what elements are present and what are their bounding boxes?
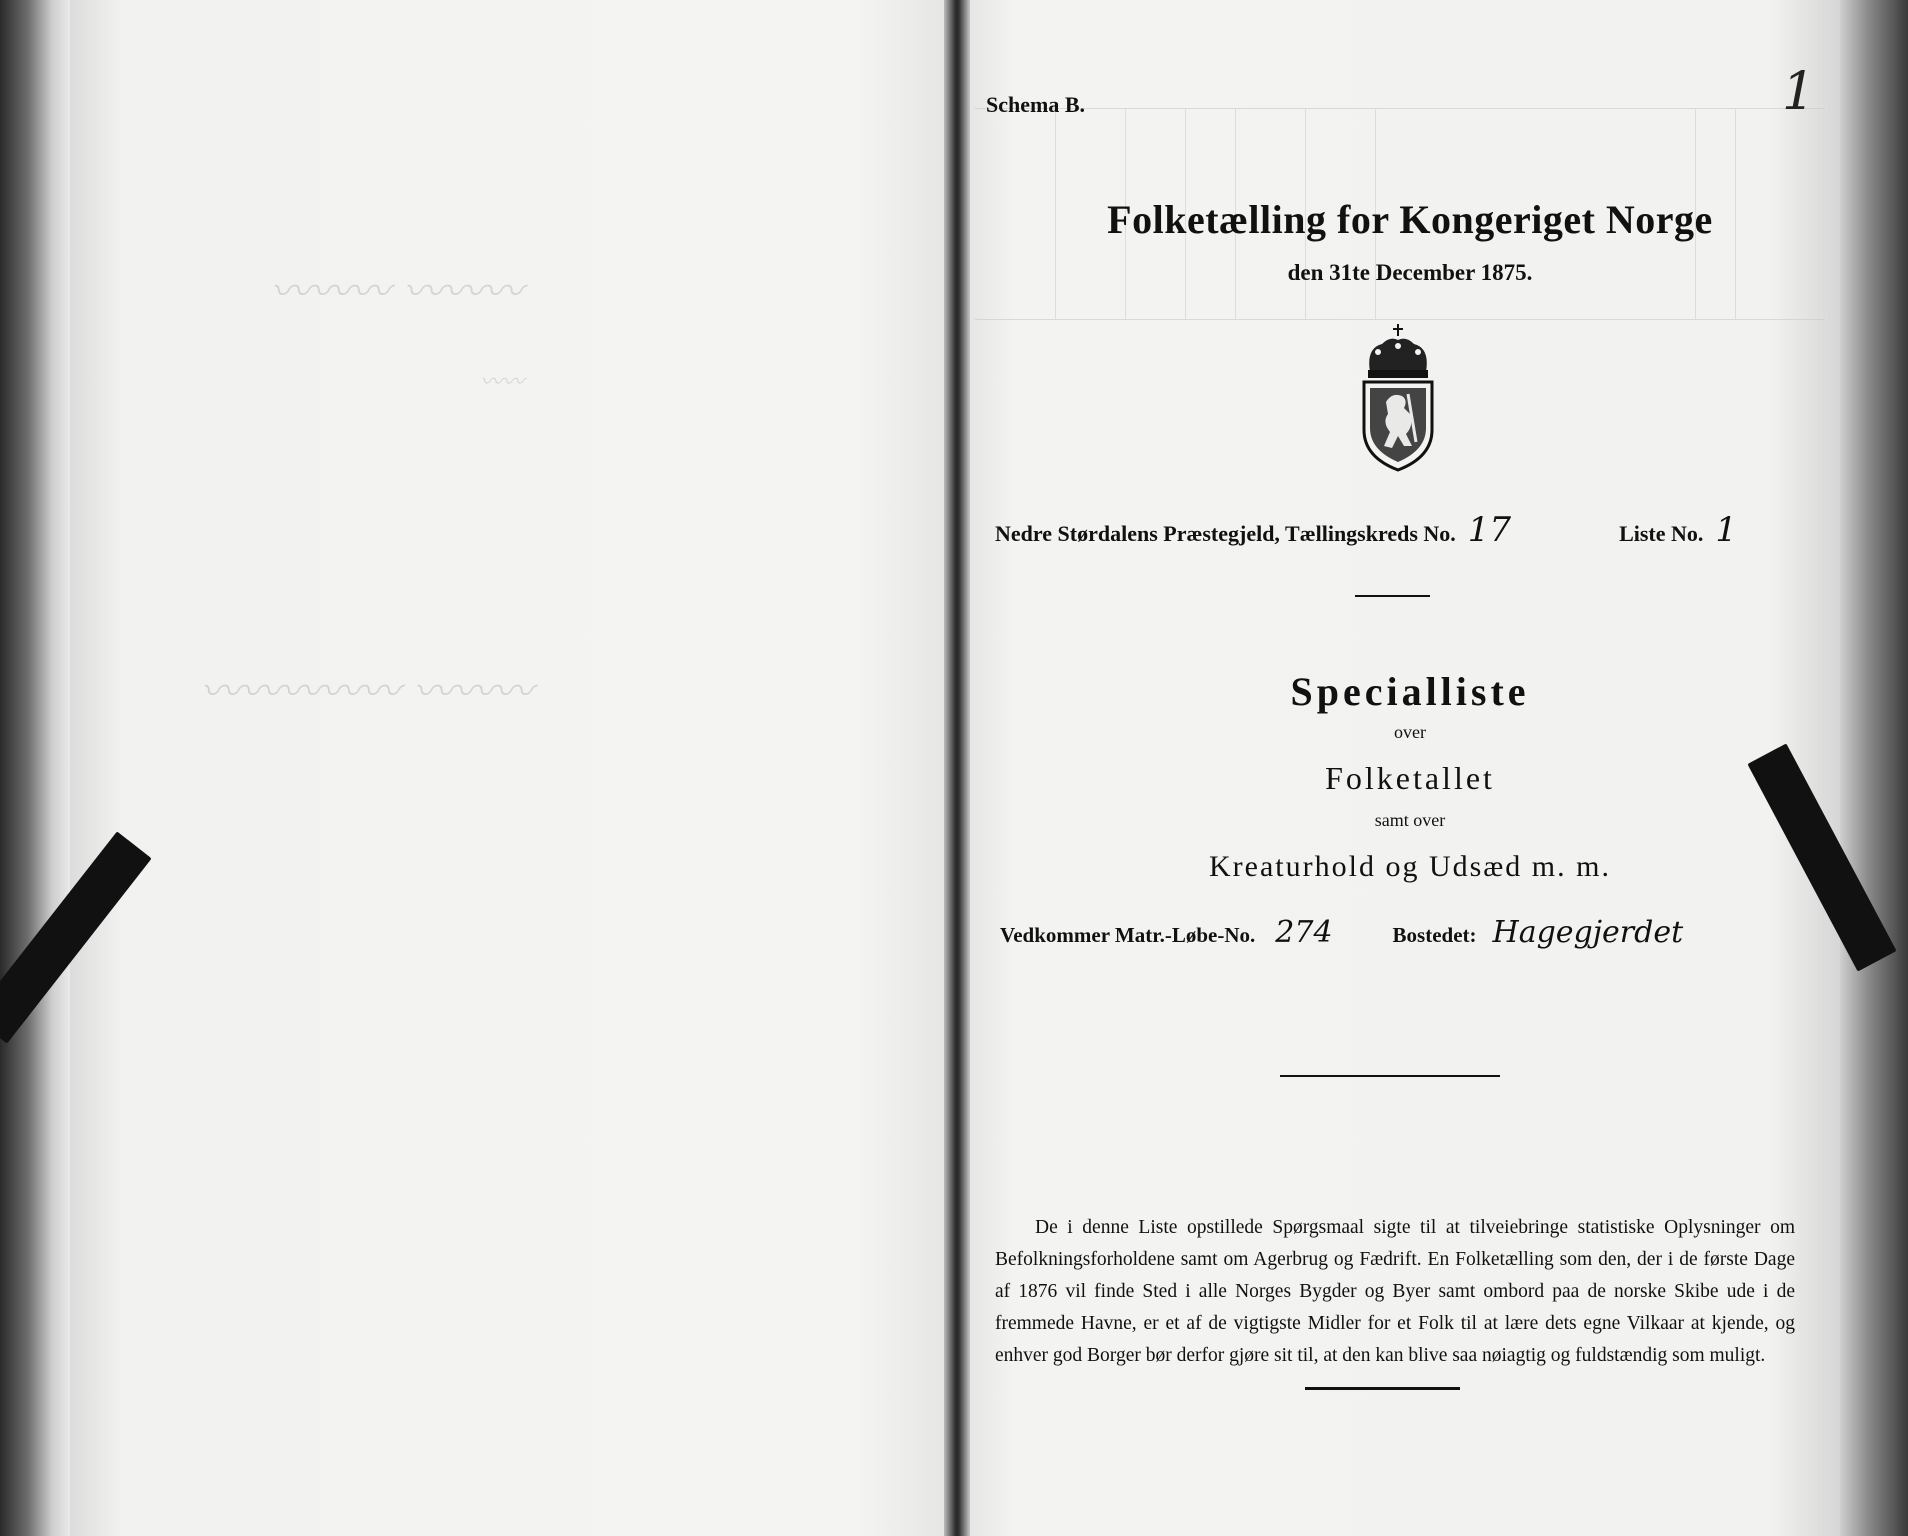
- page-number: 1: [1782, 62, 1816, 122]
- kreds-value: 17: [1467, 510, 1512, 550]
- parish-label: Nedre Størdalens Præstegjeld,: [995, 521, 1280, 546]
- district-line: [995, 510, 1815, 550]
- norway-coat-of-arms-icon: [1352, 322, 1444, 472]
- document-title: Folketælling for Kongeriget Norge: [1107, 197, 1713, 242]
- heading-over: over: [1394, 722, 1426, 742]
- liste-label: Liste No.: [1619, 521, 1704, 546]
- bleed-through-mark: 〰〰〰 〰〰〰: [270, 269, 523, 315]
- bostedet-value: Hagegjerdet: [1492, 915, 1684, 950]
- liste-value: 1: [1715, 510, 1738, 550]
- divider-rule: [1305, 1387, 1460, 1390]
- bleed-through-mark: 〰〰〰〰〰 〰〰〰: [200, 669, 533, 715]
- left-blank-page: [70, 0, 944, 1536]
- heading-samt-over: samt over: [1374, 810, 1446, 830]
- heading-specialliste: Specialliste: [1290, 669, 1530, 714]
- kreds-label: Tællingskreds No.: [1285, 521, 1456, 546]
- notice-paragraph: De i denne Liste opstillede Spørgsmaal sigte til at tilveiebringe statistiske Oplysninger om Befolkningsforholdene samt om Agerbrug og Fædrift. En Folketælling som den, der i de første Dage af 1876 vil finde Sted i alle Norges Bygder og Byer samt ombord paa de norske Skibe ude i de fremmede Havne, er et af de vigtigste Midler for et Folk til at lære dets egne Vilkaar at kjende, og enhver god Borger bør derfor gjøre sit til, at den kan blive saa nøiagtig og fuldstændig som muligt.: [995, 1217, 1795, 1366]
- heading-folketallet: Folketallet: [1325, 760, 1495, 796]
- bostedet-label: Bostedet:: [1392, 923, 1477, 947]
- left-book-edge: [0, 0, 70, 1536]
- property-line: [1000, 915, 1820, 950]
- document-date: den 31te December 1875.: [1287, 260, 1533, 285]
- schema-label: Schema B.: [986, 92, 1085, 117]
- divider-rule: [1355, 595, 1430, 597]
- bleed-through-mark: 〰〰: [480, 370, 525, 395]
- heading-kreaturhold: Kreaturhold og Udsæd m. m.: [1209, 850, 1611, 883]
- book-gutter: [944, 0, 970, 1536]
- matr-label: Vedkommer Matr.-Løbe-No.: [1000, 923, 1256, 947]
- matr-value: 274: [1275, 915, 1333, 950]
- divider-rule: [1280, 1075, 1500, 1077]
- right-book-edge: [1840, 0, 1908, 1536]
